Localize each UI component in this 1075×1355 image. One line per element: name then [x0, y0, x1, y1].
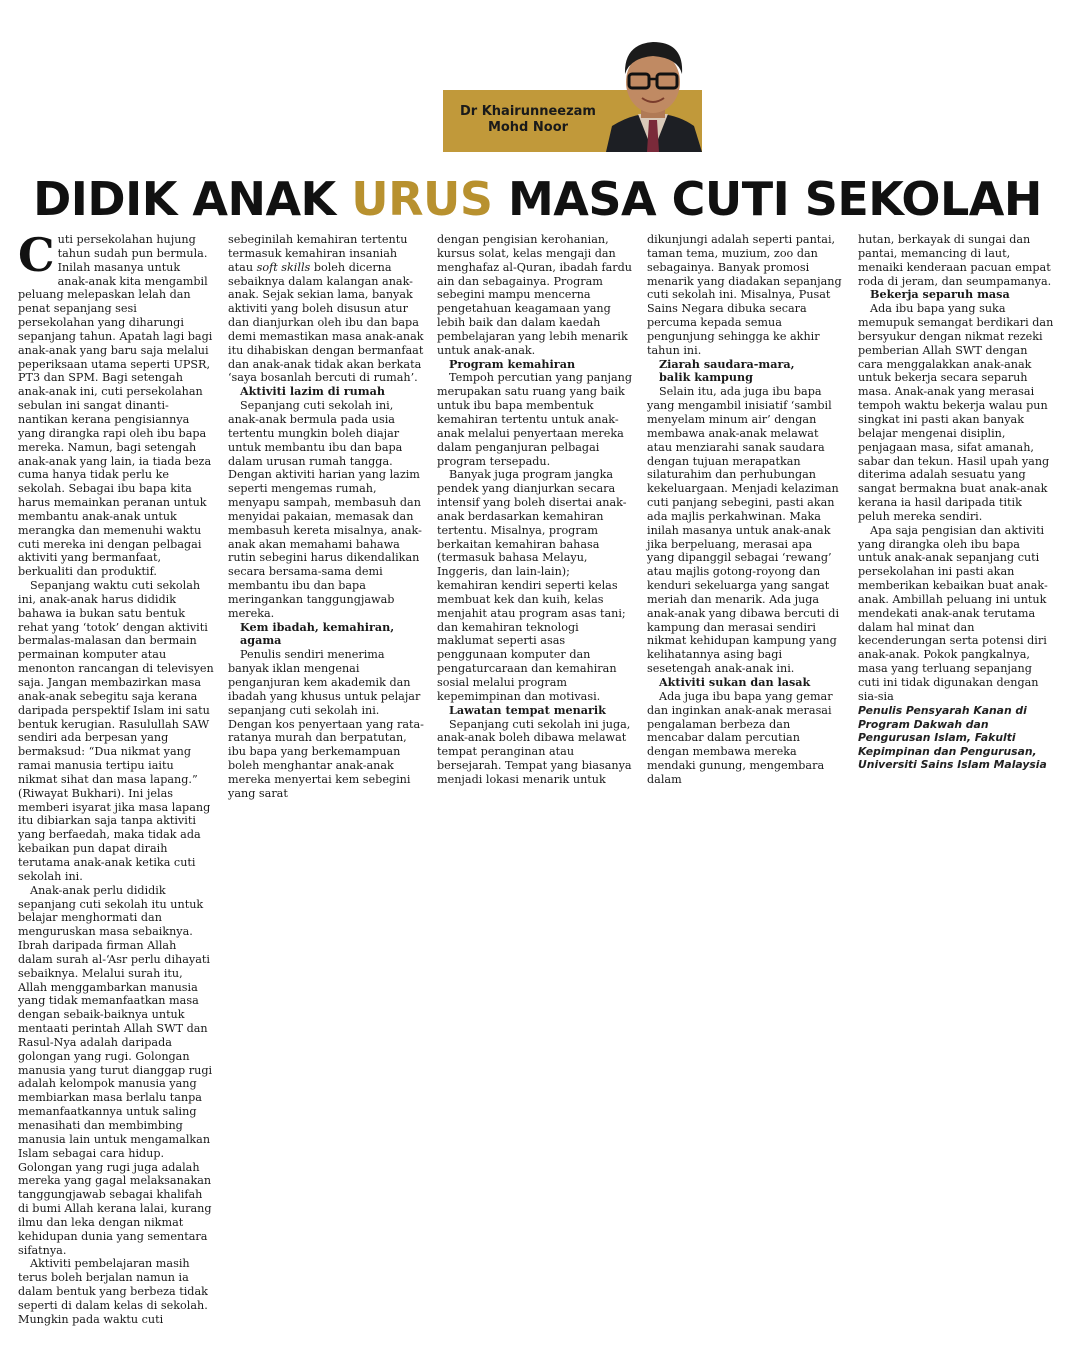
- article-column-1: [18, 228, 214, 1327]
- subheading: [647, 358, 843, 386]
- paragraph: Selain itu, ada juga ibu bapa yang mengambil inisiatif ‘sambil menyelam minum air’ dengan membawa anak-anak melawat atau menziarahi sanak saudara dengan tujuan merapatkan silaturahim dan perhubungan kekeluargaan. Menjadi kelaziman cuti panjang sebegini, pasti akan ada majlis perkahwinan. Maka inilah masanya untuk anak-anak jika berpeluang, merasai apa yang dipanggil sebagai ‘rewang’ atau majlis gotong-royong dan kenduri sekeluarga yang sangat meriah dan menarik. Ada juga anak-anak yang dibawa bercuti di kampung dan merasai sendiri nikmat kehidupan kampung yang kelihatannya asing bagi sesetengah anak-anak ini.: [647, 385, 840, 676]
- subheading: Kem ibadah, kemahiran, agama: [240, 619, 395, 648]
- paragraph: [228, 233, 424, 385]
- subheading: Bekerja separuh masa: [870, 287, 1010, 302]
- paragraph: Penulis sendiri menerima banyak iklan mengenai penganjuran kem akademik dan ibadah yang khusus untuk pelajar sepanjang cuti sekolah ini. Dengan kos penyertaan yang rata-ratanya murah dan berpatutan, ibu bapa yang berkemampuan boleh menghantar anak-anak mereka menyertai kem sebegini yang sarat: [228, 648, 424, 800]
- subheading-line: Ziarah saudara-mara,: [659, 356, 795, 371]
- author-name-line1: Dr Khairunneezam: [460, 104, 596, 119]
- article-column-2: [228, 233, 424, 801]
- paragraph: Aktiviti pembelajaran masih terus boleh berjalan namun ia dalam bentuk yang berbeza tidak seperti di dalam kelas di sekolah. Mungkin pada waktu cuti: [18, 1257, 208, 1326]
- paragraph: Sepanjang cuti sekolah ini, anak-anak bermula pada usia tertentu mungkin boleh diajar untuk membantu ibu dan bapa dalam urusan rumah tangga. Dengan aktiviti harian yang lazim seperti mengemas rumah, menyapu sampah, membasuh dan menyidai pakaian, memasak dan membasuh kereta misalnya, anak-anak akan memahami bahawa rutin sebegini harus dikendalikan secara bersama-sama demi membantu ibu dan bapa meringankan tanggungjawab mereka.: [228, 399, 422, 620]
- author-name: [443, 104, 613, 136]
- emphasis-text: soft skills: [256, 260, 311, 274]
- subheading-line: balik kampung: [659, 370, 753, 385]
- headline-part2: MASA CUTI SEKOLAH: [492, 172, 1042, 226]
- subheading: Aktiviti sukan dan lasak: [659, 675, 811, 689]
- headline-part1: DIDIK ANAK: [33, 172, 352, 226]
- subheading: Lawatan tempat menarik: [449, 702, 606, 717]
- paragraph: Apa saja pengisian dan aktiviti yang dirangka oleh ibu bapa untuk anak-anak sepanjang cuti persekolahan ini pasti akan memberikan kebaikan buat anak-anak. Ambillah peluang ini untuk mendekati anak-anak terutama dalam hal minat dan kecenderungan serta potensi diri anak-anak. Pokok pangkalnya, masa yang terluang sepanjang cuti ini tidak digunakan dengan sia-sia: [858, 523, 1048, 703]
- paragraph: hutan, berkayak di sungai dan pantai, memancing di laut, menaiki kenderaan pacuan empat roda di jeram, dan seumpamanya.: [858, 233, 1052, 288]
- paragraph: Sepanjang cuti sekolah ini juga, anak-anak boleh dibawa melawat tempat peranginan atau bersejarah. Tempat yang biasanya menjadi lokasi menarik untuk: [437, 717, 632, 786]
- headline-accent: URUS: [351, 172, 493, 226]
- paragraph-text: sebeginilah kemahiran tertentu termasuk kemahiran insaniah atau: [228, 233, 408, 274]
- article-column-3: [437, 233, 633, 787]
- author-portrait: [598, 30, 708, 152]
- paragraph: Tempoh percutian yang panjang merupakan satu ruang yang baik untuk ibu bapa membentuk kemahiran tertentu untuk anak-anak melalui penyertaan mereka dalam penganjuran pelbagai program tersepadu.: [437, 371, 633, 468]
- article-column-5: [858, 233, 1054, 704]
- paragraph: Banyak juga program jangka pendek yang dianjurkan secara intensif yang boleh disertai anak-anak berdasarkan kemahiran tertentu. Misalnya, program berkaitan kemahiran bahasa (termasuk bahasa Melayu, Inggeris, dan lain-lain); kemahiran kendiri seperti kelas membuat kek dan kuih, kelas menjahit atau program asas tani; dan kemahiran teknologi maklumat seperti asas penggunaan komputer dan pengaturcaraan dan kemahiran sosial melalui program kepemimpinan dan motivasi.: [437, 468, 627, 703]
- paragraph-text: boleh dicerna sebaiknya dalam kalangan anak-anak. Sejak sekian lama, banyak aktiviti yang boleh disusun atur dan dianjurkan oleh ibu dan bapa demi memastikan masa anak-anak itu dihabiskan dengan bermanfaat dan anak-anak tidak akan berkata ‘saya bosanlah bercuti di rumah’.: [228, 260, 424, 385]
- headline: [0, 168, 1075, 230]
- paragraph: dengan pengisian kerohanian, kursus solat, kelas mengaji dan menghafaz al-Quran, ibadah fardu ain dan sebagainya. Program sebegini mampu mencerna pengetahuan keagamaan yang lebih baik dan dalam kaedah pembelajaran yang lebih menarik untuk anak-anak.: [437, 233, 633, 357]
- author-name-line2: Mohd Noor: [487, 120, 569, 135]
- author-note: Penulis Pensyarah Kanan di Program Dakwah dan Pengurusan Islam, Fakulti Kepimpinan dan Pengurusan, Universiti Sains Islam Malaysia: [858, 704, 1047, 771]
- paragraph: Ada ibu bapa yang suka memupuk semangat berdikari dan bersyukur dengan nikmat rezeki pemberian Allah SWT dengan cara menggalakkan anak-anak untuk bekerja secara separuh masa. Anak-anak yang merasai tempoh waktu bekerja walau pun singkat ini pasti akan banyak belajar mengenai disiplin, penjagaan masa, sifat amanah, sabar dan tekun. Hasil upah yang diterima adalah sesuatu yang sangat bermakna buat anak-anak kerana ia hasil daripada titik peluh mereka sendiri.: [858, 302, 1054, 523]
- subheading: Aktiviti lazim di rumah: [240, 384, 385, 399]
- subheading: Program kemahiran: [449, 356, 576, 371]
- paragraph-text: uti persekolahan hujung tahun sudah pun bermula. Inilah masanya untuk anak-anak kita mengambil peluang melepaskan lelah dan penat sepanjang sesi persekolahan yang diharungi sepanjang tahun. Apatah lagi bagi anak-anak yang baru saja melalui peperiksaan utama seperti UPSR, PT3 dan SPM. Bagi setengah anak-anak ini, cuti persekolahan sebulan ini sangat dinanti-nantikan kerana pengisiannya yang dirangka rapi oleh ibu bapa mereka. Namun, bagi setengah anak-anak yang lain, ia tiada beza cuma hanya tidak perlu ke sekolah. Sebagai ibu bapa kita harus memainkan peranan untuk membantu anak-anak untuk merangka dan memenuhi waktu cuti mereka ini dengan pelbagai aktiviti yang bermanfaat, berkualiti dan produktif.: [18, 233, 213, 579]
- drop-cap: C: [18, 228, 55, 282]
- paragraph: dikunjungi adalah seperti pantai, taman tema, muzium, zoo dan sebagainya. Banyak promosi menarik yang diadakan sepanjang cuti sekolah ini. Misalnya, Pusat Sains Negara dibuka secara percuma kepada semua pengunjung sehingga ke akhir tahun ini.: [647, 233, 842, 357]
- paragraph: Anak-anak perlu dididik sepanjang cuti sekolah itu untuk belajar menghormati dan menguruskan masa sebaiknya. Ibrah daripada firman Allah dalam surah al-‘Asr perlu dihayati sebaiknya. Melalui surah itu, Allah menggambarkan manusia yang tidak memanfaatkan masa dengan sebaik-baiknya untuk mentaati perintah Allah SWT dan Rasul-Nya adalah daripada golongan yang rugi. Golongan manusia yang turut dianggap rugi adalah kelompok manusia yang membiarkan masa berlalu tanpa memanfaatkannya untuk saling menasihati dan membimbing manusia lain untuk mengamalkan Islam sebagai cara hidup. Golongan yang rugi juga adalah mereka yang gagal melaksanakan tanggungjawab sebagai khalifah di bumi Allah kerana lalai, kurang ilmu dan leka dengan nikmat kehidupan dunia yang sementara sifatnya.: [18, 883, 213, 1257]
- article-column-4: [647, 233, 843, 787]
- paragraph: [18, 228, 214, 579]
- paragraph: Sepanjang waktu cuti sekolah ini, anak-anak harus dididik bahawa ia bukan satu bentuk rehat yang ‘totok’ dengan aktiviti bermalas-malasan dan bermain permainan komputer atau menonton rancangan di televisyen saja. Jangan membazirkan masa anak-anak sebegitu saja kerana daripada perspektif Islam ini satu bentuk kerugian. Rasulullah SAW sendiri ada berpesan yang bermaksud: “Dua nikmat yang ramai manusia tertipu iaitu nikmat sihat dan masa lapang.” (Riwayat Bukhari). Ini jelas memberi isyarat jika masa lapang itu dibiarkan saja tanpa aktiviti yang berfaedah, maka tidak ada kebaikan pun dapat diraih terutama anak-anak ketika cuti sekolah ini.: [18, 579, 214, 883]
- paragraph: Ada juga ibu bapa yang gemar dan inginkan anak-anak merasai pengalaman berbeza dan mencabar dalam percutian dengan membawa mereka mendaki gunung, mengembara dalam: [647, 689, 833, 786]
